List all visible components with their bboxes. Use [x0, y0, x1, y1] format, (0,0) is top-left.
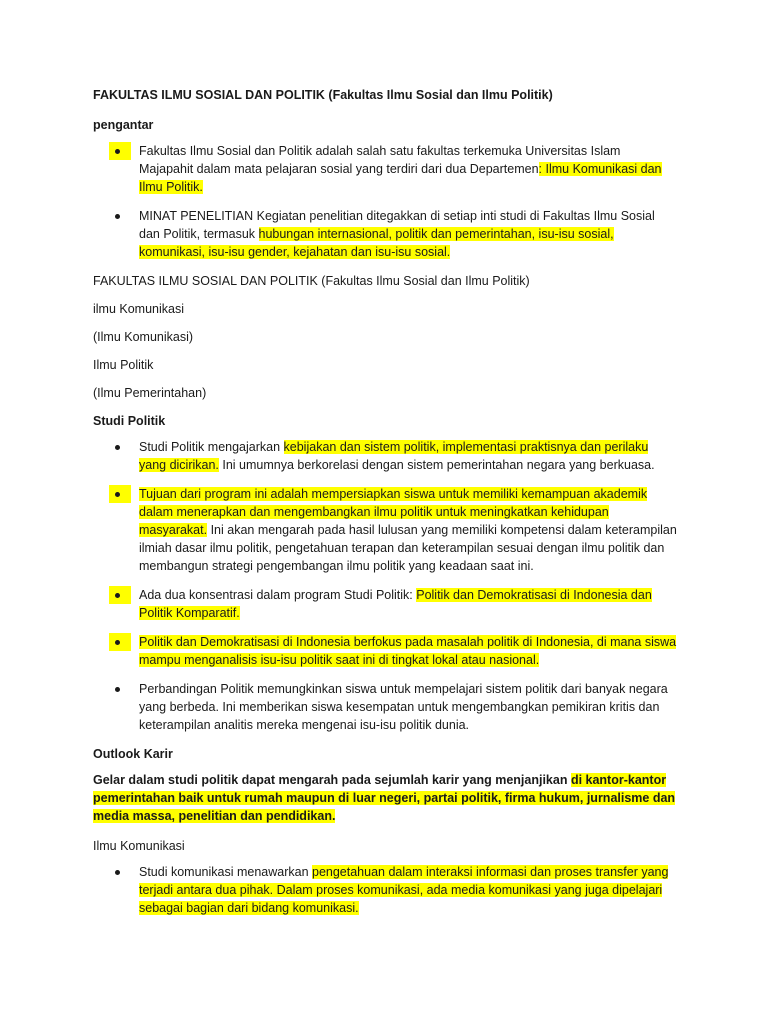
item-text: Studi komunikasi menawarkan [139, 865, 312, 879]
list-item [93, 142, 678, 196]
item-highlight: Politik dan Demokratisasi di Indonesia berfokus pada masalah politik di Indonesia, di mana siswa mampu menganalisis isu-isu politik saat ini di tingkat lokal atau nasional. [139, 635, 677, 667]
bullet-icon [115, 492, 120, 497]
faculty-title-2: FAKULTAS ILMU SOSIAL DAN POLITIK (Fakultas Ilmu Sosial dan Ilmu Politik) [93, 274, 530, 288]
bullet-icon [115, 149, 120, 154]
line-ilmu-komunikasi: ilmu Komunikasi [93, 302, 185, 316]
ilmu-komunikasi-list [93, 863, 678, 917]
heading-ilmu-komunikasi: Ilmu Komunikasi [93, 839, 185, 853]
item-highlight: Tujuan dari program ini adalah mempersiapkan siswa untuk memiliki kemampuan akademik dalam menerapkan dan mengembangkan ilmu politik untuk meningkatkan kehidupan masyarakat. [139, 487, 648, 537]
item-text: Studi Politik mengajarkan [139, 440, 284, 454]
item-text-after: Ini umumnya berkorelasi dengan sistem pemerintahan negara yang berkuasa. [218, 458, 655, 472]
outlook-text: Gelar dalam studi politik dapat mengarah pada sejumlah karir yang menjanjikan [93, 773, 571, 787]
outlook-paragraph [93, 771, 678, 825]
list-item [93, 438, 678, 474]
studi-politik-list [93, 438, 678, 734]
pengantar-list [93, 142, 678, 261]
bullet-highlight [109, 485, 131, 503]
item-text: Fakultas Ilmu Sosial dan Politik adalah salah satu fakultas terkemuka Universitas Islam Majapahit dalam mata pelajaran sosial yang terdiri dari dua Departemen [139, 144, 621, 176]
bullet-icon [115, 640, 120, 645]
list-item [93, 680, 678, 734]
list-item [93, 485, 678, 575]
item-highlight: Politik dan Demokratisasi di Indonesia dan Politik Komparatif. [139, 588, 652, 620]
heading-studi-politik: Studi Politik [93, 414, 166, 428]
faculty-title: FAKULTAS ILMU SOSIAL DAN POLITIK (Fakultas Ilmu Sosial dan Ilmu Politik) [93, 88, 553, 102]
item-text-after: Ini akan mengarah pada hasil lulusan yang memiliki kompetensi dalam keterampilan ilmiah dasar ilmu politik, pengetahuan terapan dan keterampilan sesuai dengan ilmu politik dan membangun strategi pengembangan ilmu politik yang keadaan saat ini. [139, 523, 677, 573]
item-text: MINAT PENELITIAN Kegiatan penelitian ditegakkan di setiap inti studi di Fakultas Ilmu Sosial dan Politik, termasuk [139, 209, 655, 241]
bullet-icon [115, 593, 120, 598]
item-text: Ada dua konsentrasi dalam program Studi Politik: [139, 588, 417, 602]
bullet-icon [115, 687, 120, 692]
item-text: Perbandingan Politik memungkinkan siswa untuk mempelajari sistem politik dari banyak negara yang berbeda. Ini memberikan siswa kesempatan untuk mengembangkan pemikiran kritis dan keterampilan analitis mereka mengenai isu-isu politik dunia. [139, 682, 668, 732]
bullet-icon [115, 445, 120, 450]
list-item [93, 633, 678, 669]
item-highlight: hubungan internasional, politik dan pemerintahan, isu-isu sosial, komunikasi, isu-isu gender, kejahatan dan isu-isu sosial. [139, 227, 614, 259]
item-highlight: pengetahuan dalam interaksi informasi dan proses transfer yang terjadi antara dua pihak. Dalam proses komunikasi, ada media komunikasi yang juga dipelajari sebagai bagian dari bidang komunikasi. [139, 865, 669, 915]
bullet-highlight [109, 586, 131, 604]
list-item [93, 586, 678, 622]
outlook-highlight: di kantor-kantor pemerintahan baik untuk rumah maupun di luar negeri, partai politik, firma hukum, jurnalisme dan media massa, penelitian dan pendidikan. [93, 773, 676, 823]
bullet-highlight [109, 142, 131, 160]
heading-outlook-karir: Outlook Karir [93, 747, 173, 761]
item-highlight: kebijakan dan sistem politik, implementasi praktisnya dan perilaku yang dicirikan. [139, 440, 649, 472]
line-ilmu-politik: Ilmu Politik [93, 358, 154, 372]
bullet-icon [115, 214, 120, 219]
item-highlight: : Ilmu Komunikasi dan Ilmu Politik. [139, 162, 662, 194]
line-ilmu-pemerintahan: (Ilmu Pemerintahan) [93, 386, 207, 400]
list-item [93, 863, 678, 917]
list-item [93, 207, 678, 261]
section-pengantar: pengantar [93, 118, 154, 132]
line-ilmu-komunikasi-paren: (Ilmu Komunikasi) [93, 330, 194, 344]
bullet-highlight [109, 633, 131, 651]
bullet-icon [115, 870, 120, 875]
